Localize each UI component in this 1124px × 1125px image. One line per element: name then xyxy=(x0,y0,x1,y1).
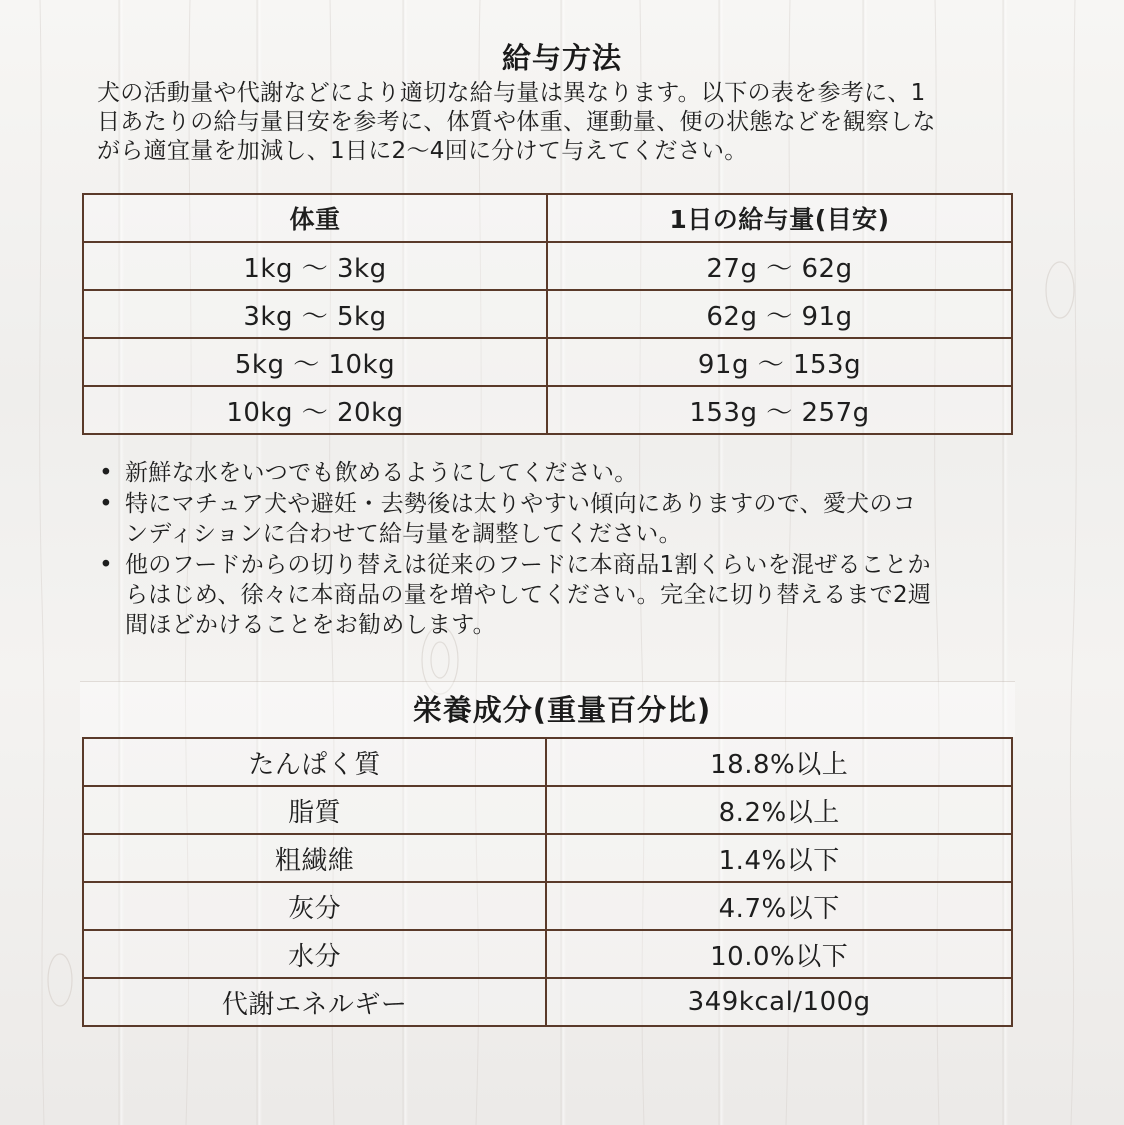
table-row xyxy=(83,882,1012,930)
feeding-amount-table xyxy=(82,193,1013,435)
header-daily-amount: 1日の給与量(目安) xyxy=(547,194,1012,242)
cell-body-weight: 5kg 〜 10kg xyxy=(83,338,547,386)
nutrition-table xyxy=(82,737,1013,1027)
cell-body-weight: 1kg 〜 3kg xyxy=(83,242,547,290)
cell-nutrient-name: 水分 xyxy=(83,930,546,978)
intro-line: 日あたりの給与量目安を参考に、体質や体重、運動量、便の状態などを観察しな xyxy=(97,109,936,135)
table-row xyxy=(83,930,1012,978)
table-row xyxy=(83,978,1012,1026)
bullet-icon: • xyxy=(99,552,113,578)
feeding-notes-list xyxy=(96,458,1006,641)
note-line: 新鮮な水をいつでも飲めるようにしてください。 xyxy=(125,460,638,486)
cell-nutrient-value: 8.2%以上 xyxy=(546,786,1012,834)
note-line: 他のフードからの切り替えは従来のフードに本商品1割くらいを混ぜることか xyxy=(125,552,931,578)
table-row xyxy=(83,242,1012,290)
cell-nutrient-name: 粗繊維 xyxy=(83,834,546,882)
feeding-title: 給与方法 xyxy=(501,41,622,75)
intro-line: 犬の活動量や代謝などにより適切な給与量は異なります。以下の表を参考に、1 xyxy=(97,80,926,106)
note-line: 間ほどかけることをお勧めします。 xyxy=(125,612,496,638)
intro-line: がら適宜量を加減し、1日に2〜4回に分けて与えてください。 xyxy=(97,138,748,164)
cell-nutrient-value: 10.0%以下 xyxy=(546,930,1012,978)
table-row xyxy=(83,786,1012,834)
note-line: ンディションに合わせて給与量を調整してください。 xyxy=(125,521,682,547)
cell-nutrient-name: たんぱく質 xyxy=(83,738,546,786)
cell-daily-amount: 153g 〜 257g xyxy=(547,386,1012,434)
cell-nutrient-value: 4.7%以下 xyxy=(546,882,1012,930)
cell-nutrient-value: 1.4%以下 xyxy=(546,834,1012,882)
table-row xyxy=(83,386,1012,434)
cell-body-weight: 3kg 〜 5kg xyxy=(83,290,547,338)
feeding-intro xyxy=(97,79,1017,166)
cell-daily-amount: 62g 〜 91g xyxy=(547,290,1012,338)
header-body-weight: 体重 xyxy=(83,194,547,242)
cell-daily-amount: 27g 〜 62g xyxy=(547,242,1012,290)
bullet-icon: • xyxy=(99,491,113,517)
cell-body-weight: 10kg 〜 20kg xyxy=(83,386,547,434)
cell-nutrient-value: 18.8%以上 xyxy=(546,738,1012,786)
table-header-row xyxy=(83,194,1012,242)
cell-daily-amount: 91g 〜 153g xyxy=(547,338,1012,386)
table-row xyxy=(83,338,1012,386)
cell-nutrient-name: 灰分 xyxy=(83,882,546,930)
list-item xyxy=(96,550,1006,640)
table-row xyxy=(83,738,1012,786)
cell-nutrient-name: 代謝エネルギー xyxy=(83,978,546,1026)
list-item xyxy=(96,489,1006,549)
bullet-icon: • xyxy=(99,460,113,486)
table-row xyxy=(83,290,1012,338)
cell-nutrient-name: 脂質 xyxy=(83,786,546,834)
cell-nutrient-value: 349kcal/100g xyxy=(546,978,1012,1026)
note-line: らはじめ、徐々に本商品の量を増やしてください。完全に切り替えるまで2週 xyxy=(125,582,932,608)
list-item xyxy=(96,458,1006,488)
nutrition-title: 栄養成分(重量百分比) xyxy=(412,693,712,727)
table-row xyxy=(83,834,1012,882)
note-line: 特にマチュア犬や避妊・去勢後は太りやすい傾向にありますので、愛犬のコ xyxy=(125,491,917,517)
